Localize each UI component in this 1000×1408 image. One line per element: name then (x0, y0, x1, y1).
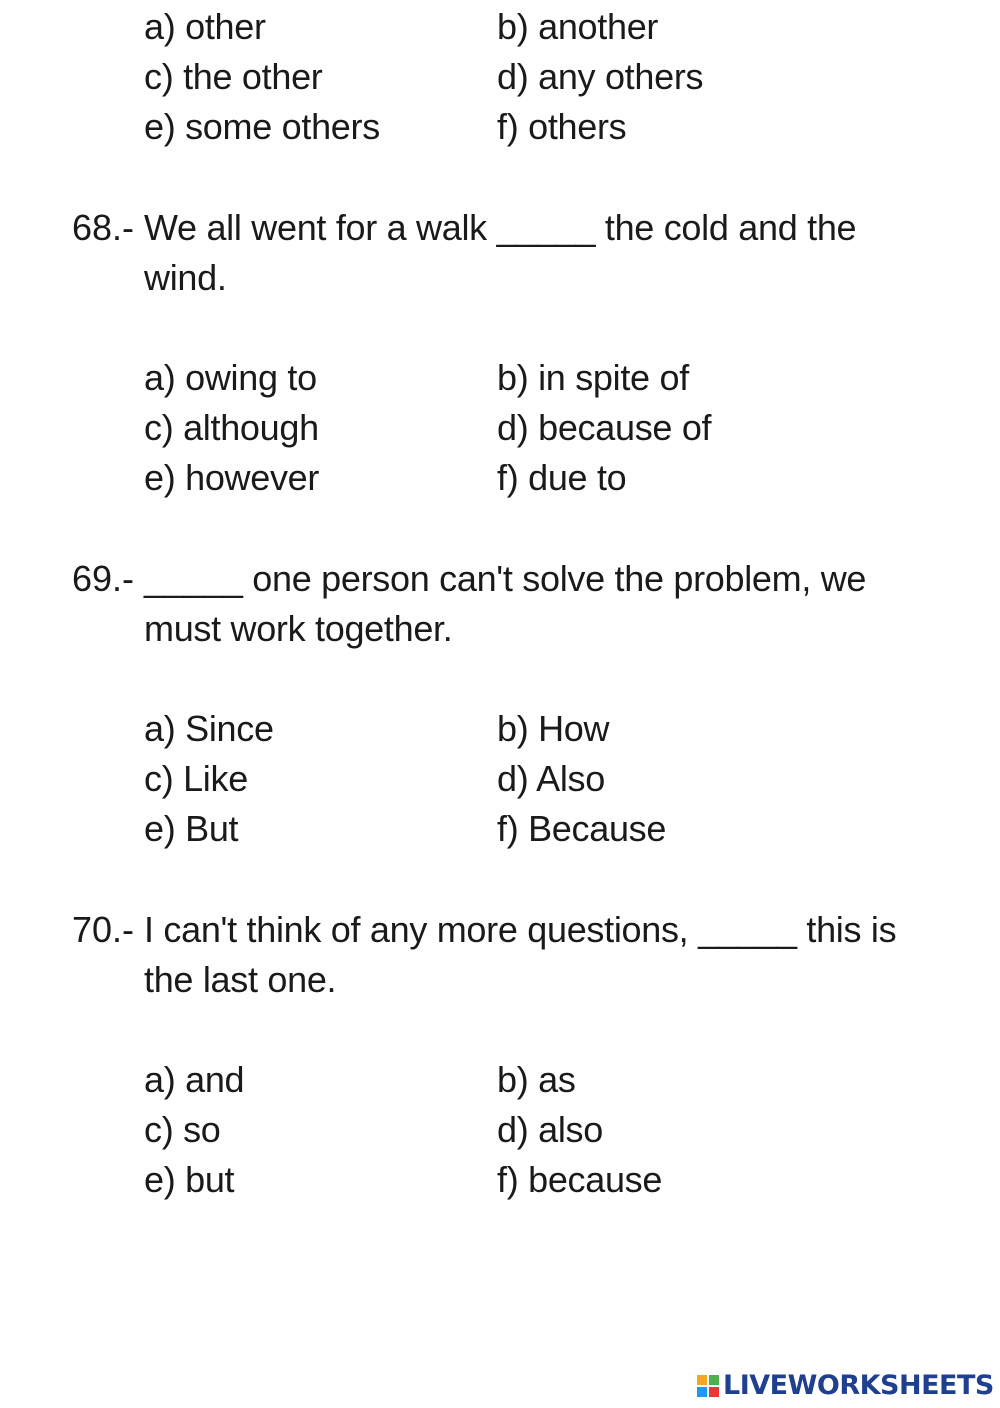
q68-option-b[interactable]: b) in spite of (497, 357, 689, 398)
q68-option-e[interactable]: e) however (144, 457, 320, 498)
q67-option-f[interactable]: f) others (497, 106, 627, 147)
brand-name: LIVEWORKSHEETS (723, 1370, 994, 1401)
q70-option-a[interactable]: a) and (144, 1059, 245, 1100)
q68-option-a[interactable]: a) owing to (144, 357, 317, 398)
q69-option-a[interactable]: a) Since (144, 708, 274, 749)
liveworksheets-tiles-icon (697, 1375, 719, 1397)
q67-option-d[interactable]: d) any others (497, 56, 704, 97)
q67-option-a[interactable]: a) other (144, 6, 266, 47)
q69-option-b[interactable]: b) How (497, 708, 610, 749)
q67-option-e[interactable]: e) some others (144, 106, 380, 147)
q69-option-c[interactable]: c) Like (144, 758, 248, 799)
q69-option-e[interactable]: e) But (144, 808, 239, 849)
q67-option-b[interactable]: b) another (497, 6, 659, 47)
q68-option-f[interactable]: f) due to (497, 457, 627, 498)
q70-stem-line1: I can't think of any more questions, _____ this is (144, 909, 897, 950)
liveworksheets-logo (697, 1368, 994, 1404)
q70-number: 70.- (72, 909, 135, 950)
q70-option-c[interactable]: c) so (144, 1109, 221, 1150)
q69-stem-line2: must work together. (144, 608, 453, 649)
q69-option-f[interactable]: f) Because (497, 808, 667, 849)
q68-option-c[interactable]: c) although (144, 407, 319, 448)
q70-option-e[interactable]: e) but (144, 1159, 235, 1200)
q70-option-f[interactable]: f) because (497, 1159, 663, 1200)
q70-stem-line2: the last one. (144, 959, 337, 1000)
q69-number: 69.- (72, 558, 135, 599)
q68-option-d[interactable]: d) because of (497, 407, 712, 448)
q69-option-d[interactable]: d) Also (497, 758, 605, 799)
q68-stem-line2: wind. (144, 257, 227, 298)
q70-option-d[interactable]: d) also (497, 1109, 603, 1150)
q68-number: 68.- (72, 207, 135, 248)
q69-stem-line1: _____ one person can't solve the problem, we (144, 558, 867, 599)
q67-option-c[interactable]: c) the other (144, 56, 323, 97)
q68-stem-line1: We all went for a walk _____ the cold and the (144, 207, 857, 248)
q70-option-b[interactable]: b) as (497, 1059, 576, 1100)
